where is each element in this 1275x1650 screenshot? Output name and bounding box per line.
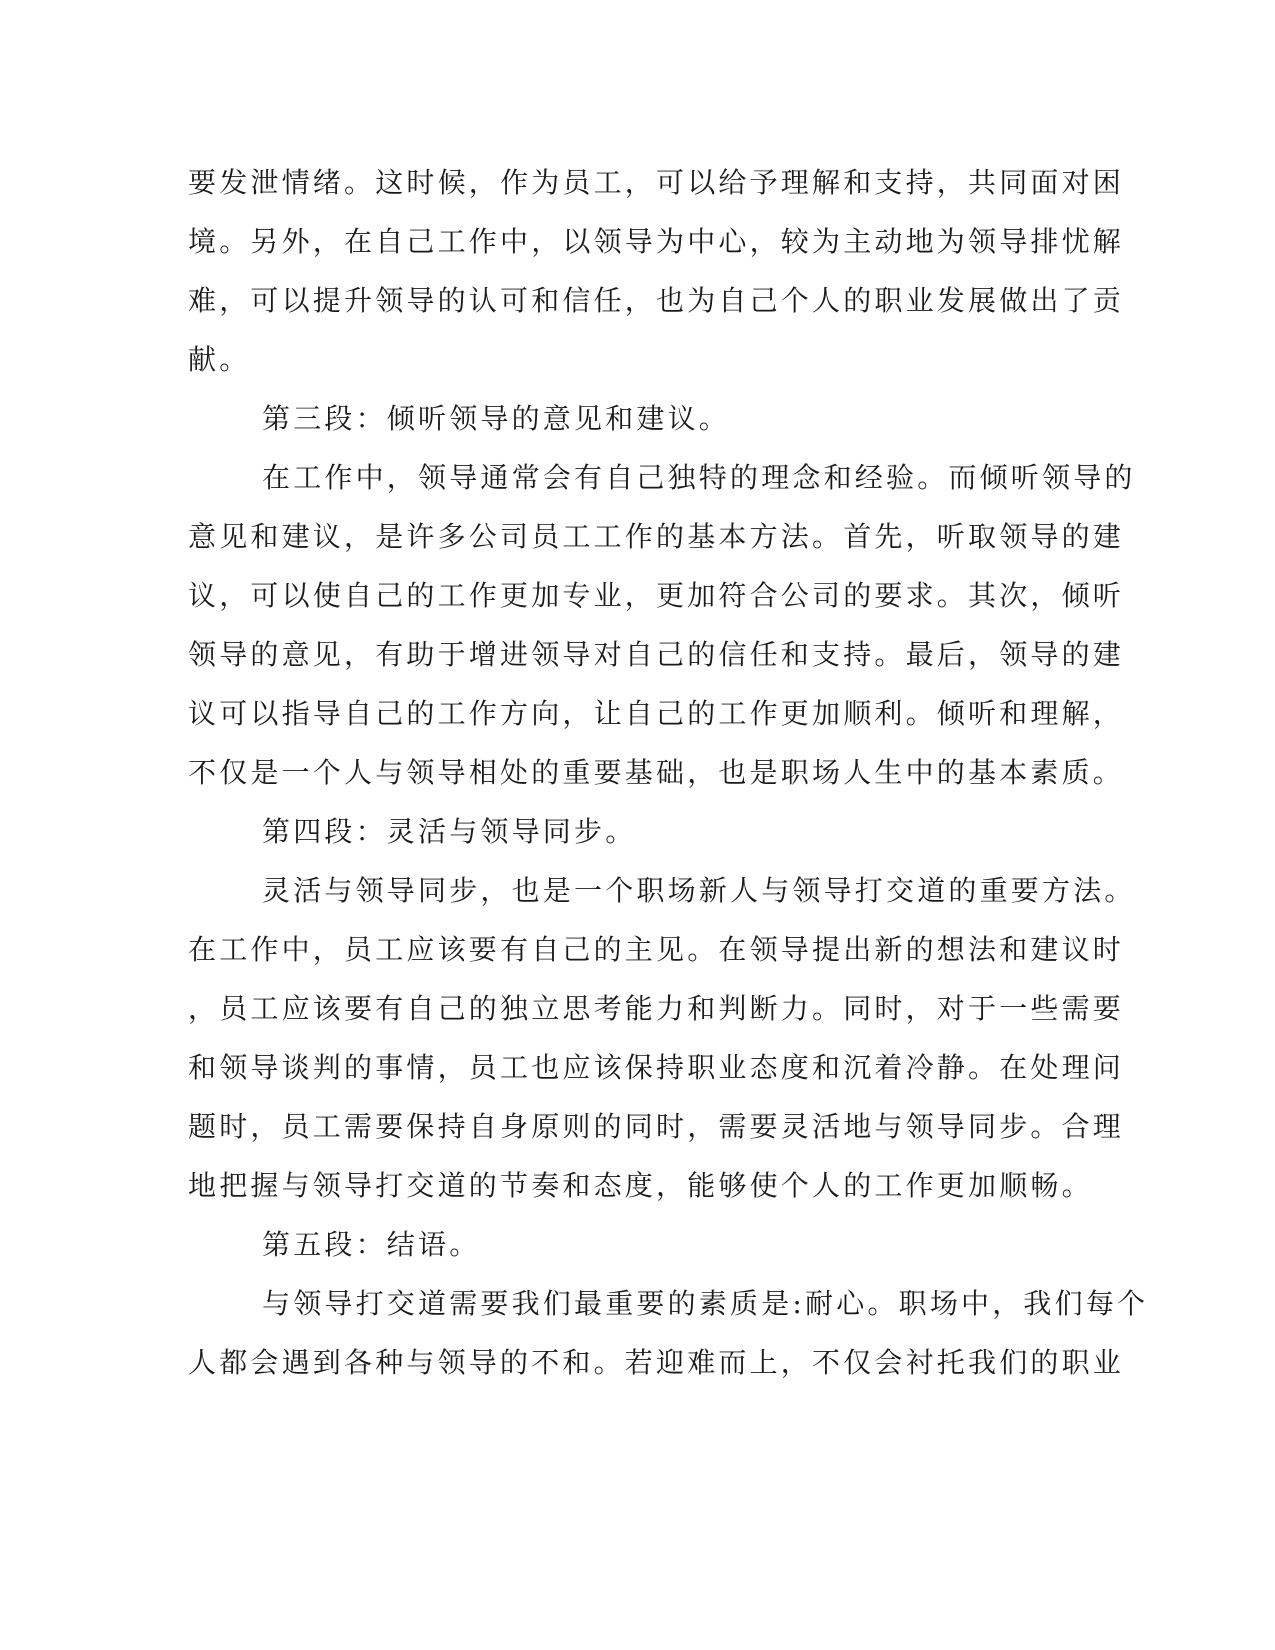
text-line: 题时，员工需要保持自身原则的同时，需要灵活地与领导同步。合理: [188, 1110, 1125, 1143]
text-line: 难，可以提升领导的认可和信任，也为自己个人的职业发展做出了贡: [188, 284, 1125, 317]
section-heading: 第四段：灵活与领导同步。: [262, 815, 637, 848]
text-line: 灵活与领导同步，也是一个职场新人与领导打交道的重要方法。: [262, 874, 1136, 907]
text-line: 与领导打交道需要我们最重要的素质是:耐心。职场中，我们每个: [262, 1287, 1149, 1320]
text-line: 议，可以使自己的工作更加专业，更加符合公司的要求。其次，倾听: [188, 579, 1125, 612]
text-line: 要发泄情绪。这时候，作为员工，可以给予理解和支持，共同面对困: [188, 166, 1125, 199]
text-line: ，员工应该要有自己的独立思考能力和判断力。同时，对于一些需要: [188, 992, 1125, 1025]
text-line: 领导的意见，有助于增进领导对自己的信任和支持。最后，领导的建: [188, 638, 1125, 671]
text-line: 境。另外，在自己工作中，以领导为中心，较为主动地为领导排忧解: [188, 225, 1125, 258]
section-heading: 第五段：结语。: [262, 1228, 481, 1261]
text-line: 意见和建议，是许多公司员工工作的基本方法。首先，听取领导的建: [188, 520, 1125, 553]
text-line: 地把握与领导打交道的节奏和态度，能够使个人的工作更加顺畅。: [188, 1169, 1093, 1202]
text-line: 不仅是一个人与领导相处的重要基础，也是职场人生中的基本素质。: [188, 756, 1125, 789]
text-line: 人都会遇到各种与领导的不和。若迎难而上，不仅会衬托我们的职业: [188, 1346, 1125, 1379]
text-line: 和领导谈判的事情，员工也应该保持职业态度和沉着冷静。在处理问: [188, 1051, 1125, 1084]
text-line: 献。: [188, 343, 251, 376]
text-line: 在工作中，员工应该要有自己的主见。在领导提出新的想法和建议时: [188, 933, 1125, 966]
section-heading: 第三段：倾听领导的意见和建议。: [262, 402, 731, 435]
text-line: 议可以指导自己的工作方向，让自己的工作更加顺利。倾听和理解，: [188, 697, 1125, 730]
text-line: 在工作中，领导通常会有自己独特的理念和经验。而倾听领导的: [262, 461, 1136, 494]
